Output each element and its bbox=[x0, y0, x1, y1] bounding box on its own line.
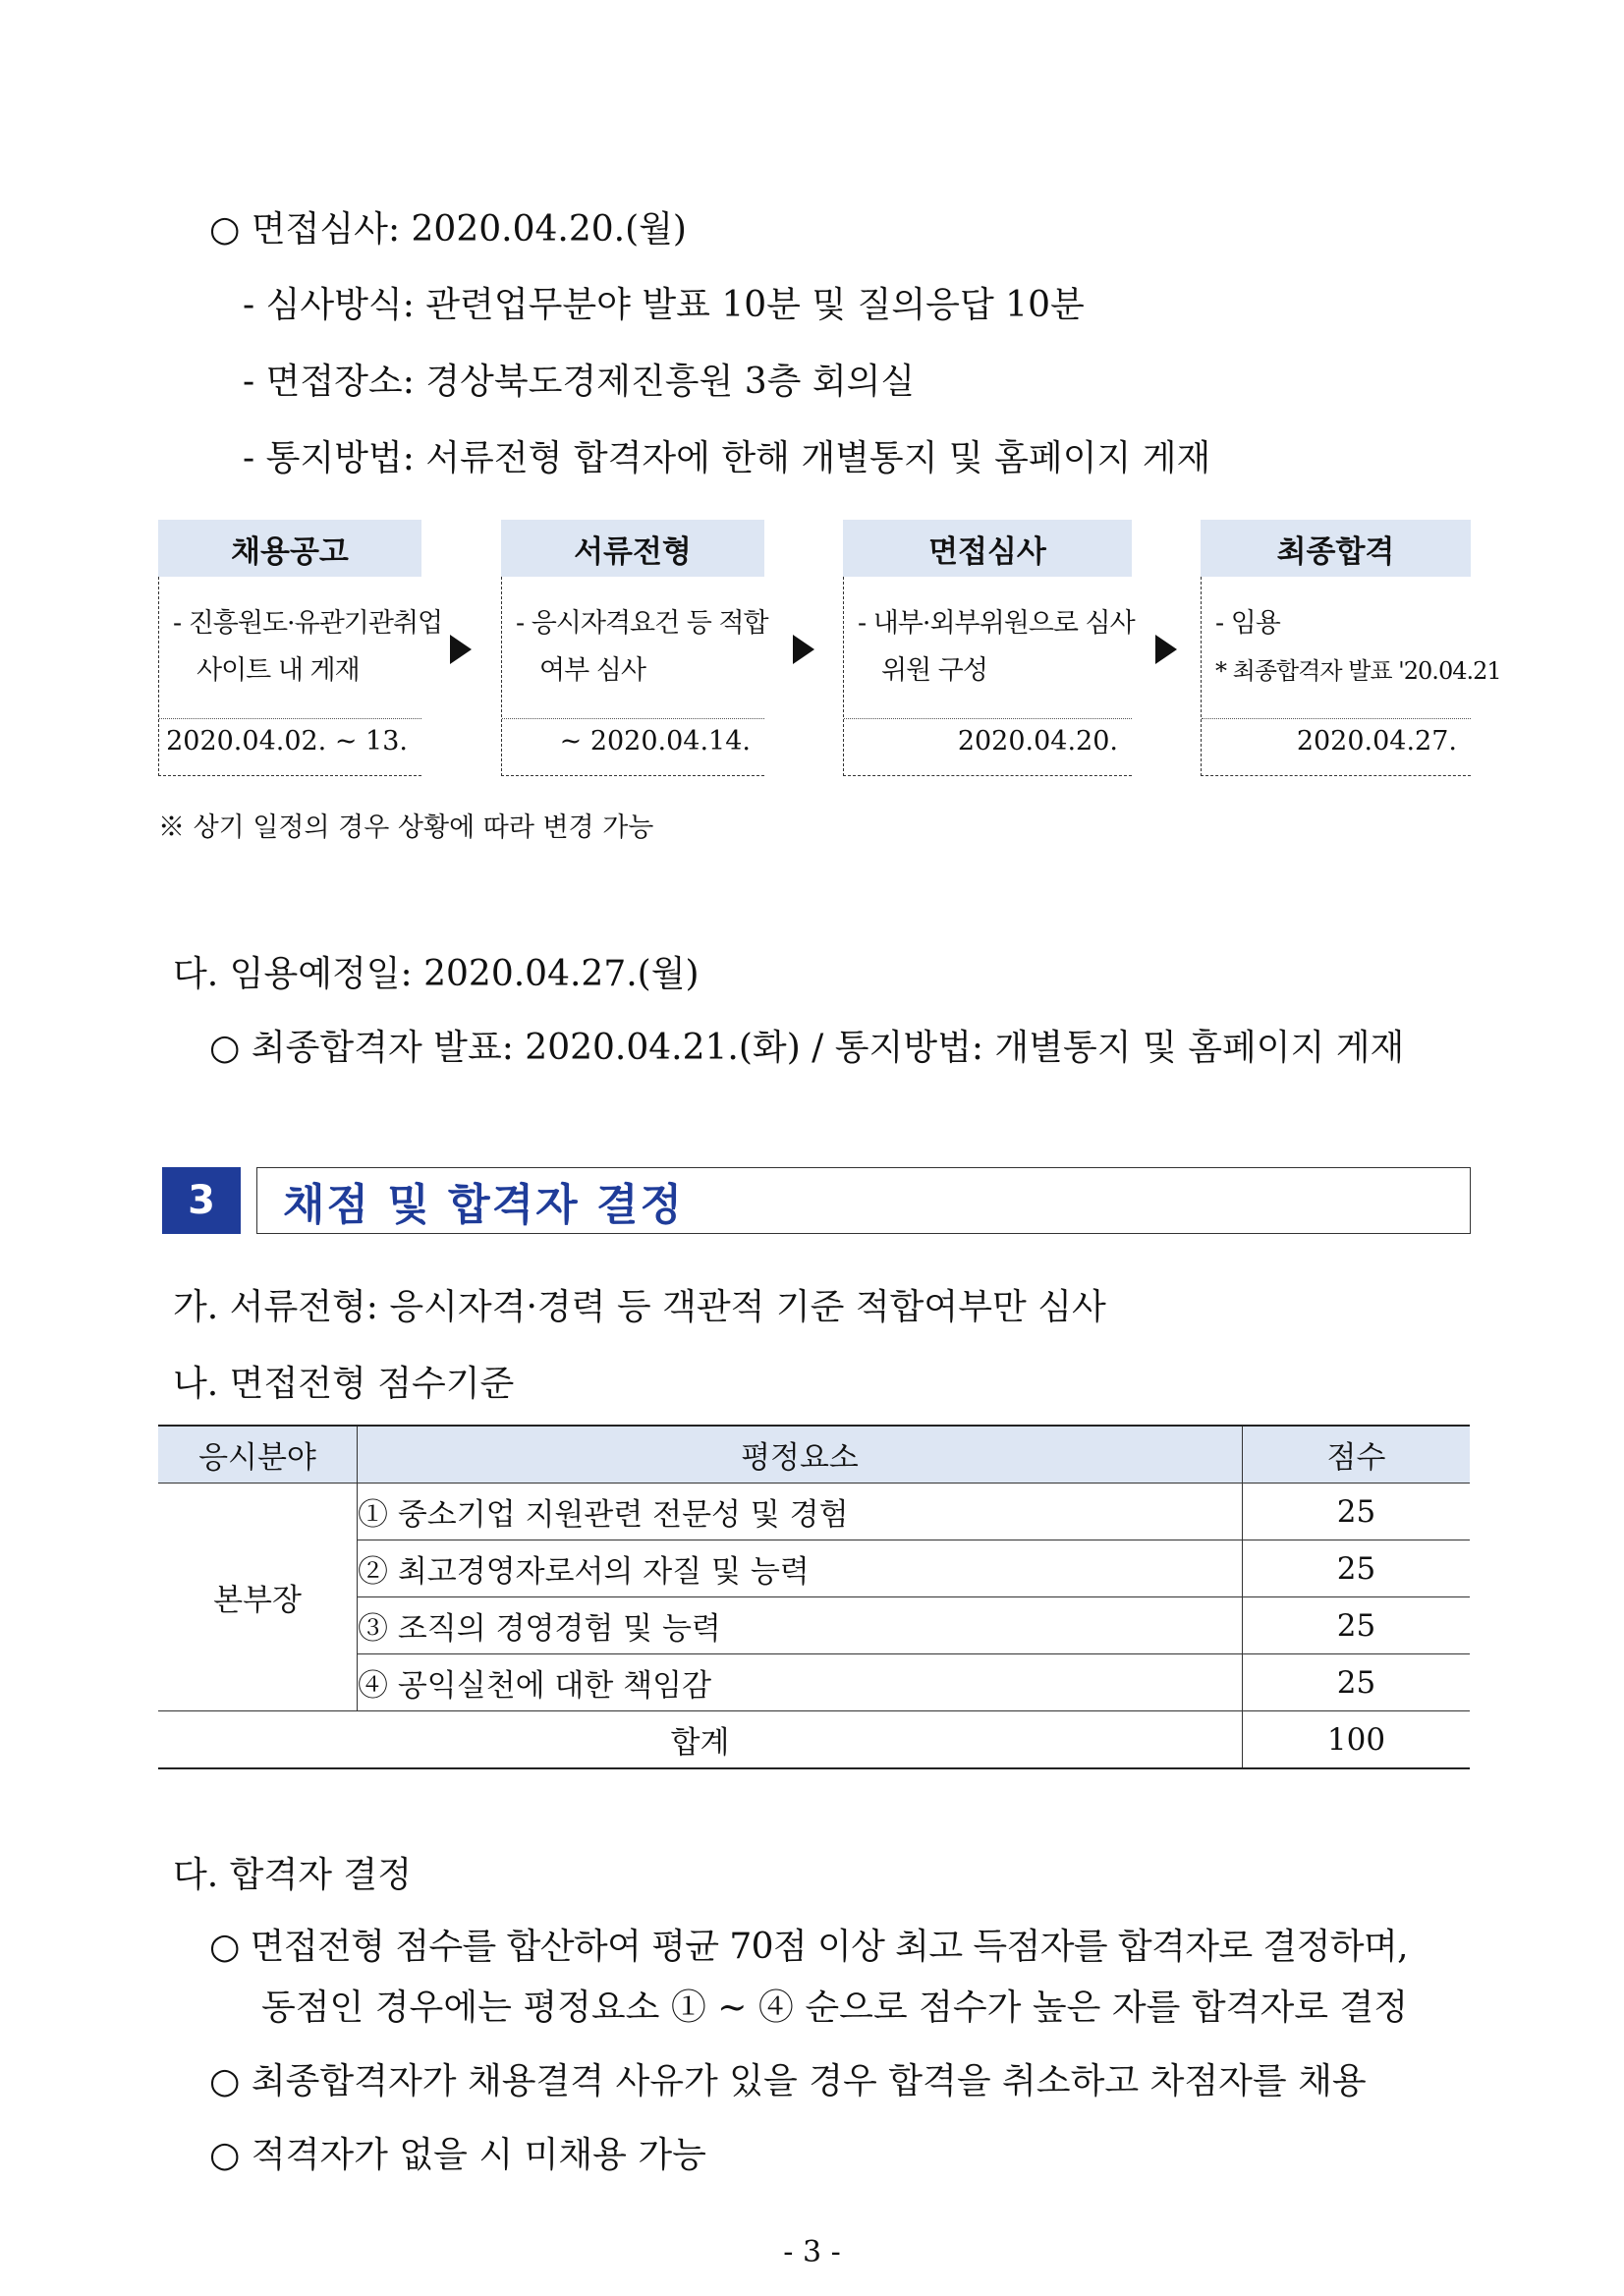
flow-step-body bbox=[158, 577, 443, 776]
section-number: 3 bbox=[162, 1167, 241, 1234]
interview-item-method: - 심사방식: 관련업무분야 발표 10분 및 질의응답 10분 bbox=[243, 285, 1085, 325]
flow-step-line: 사이트 내 게재 bbox=[196, 655, 360, 686]
flow-step-date: 2020.04.20. bbox=[957, 726, 1118, 756]
decision-heading: 다. 합격자 결정 bbox=[173, 1855, 412, 1895]
flow-step-line: - 응시자격요건 등 적합 bbox=[516, 608, 768, 639]
decision-item-1-line-1: ○ 면접전형 점수를 합산하여 평균 70점 이상 최고 득점자를 합격자로 결정하며, bbox=[209, 1927, 1408, 1967]
total-score: 100 bbox=[1243, 1711, 1471, 1769]
score-cell: 25 bbox=[1243, 1540, 1471, 1597]
decision-item-3: ○ 적격자가 없을 시 미채용 가능 bbox=[209, 2135, 706, 2175]
appointment-heading: 다. 임용예정일: 2020.04.27.(월) bbox=[173, 954, 700, 994]
flow-step-title: 면접심사 bbox=[843, 520, 1132, 577]
score-cell: 25 bbox=[1243, 1654, 1471, 1711]
interview-item-place: - 면접장소: 경상북도경제진흥원 3층 회의실 bbox=[243, 362, 916, 402]
interview-heading: ○ 면접심사: 2020.04.20.(월) bbox=[209, 209, 687, 250]
flow-step-line: - 임용 bbox=[1215, 608, 1280, 639]
flow-step-body bbox=[501, 577, 768, 776]
table-total-row bbox=[158, 1711, 1470, 1769]
element-cell: ④ 공익실천에 대한 책임감 bbox=[358, 1654, 1243, 1711]
flow-step-line: - 내부·외부위원으로 심사 bbox=[858, 608, 1135, 639]
arrow-right-icon bbox=[1155, 635, 1177, 664]
arrow-right-icon bbox=[793, 635, 814, 664]
appointment-item: ○ 최종합격자 발표: 2020.04.21.(화) / 통지방법: 개별통지 및 홈페이지 게재 bbox=[209, 1028, 1405, 1068]
table-row bbox=[158, 1484, 1470, 1540]
document-screening: 가. 서류전형: 응시자격·경력 등 객관적 기준 적합여부만 심사 bbox=[173, 1287, 1106, 1327]
total-label: 합계 bbox=[158, 1711, 1243, 1769]
table-header-row bbox=[158, 1426, 1470, 1484]
decision-item-2: ○ 최종합격자가 채용결격 사유가 있을 경우 합격을 취소하고 차점자를 채용 bbox=[209, 2061, 1367, 2101]
flow-step-date: ~ 2020.04.14. bbox=[559, 726, 751, 756]
section-title: 채점 및 합격자 결정 bbox=[256, 1167, 1471, 1234]
flow-step-desc bbox=[173, 600, 442, 695]
score-table bbox=[158, 1425, 1470, 1769]
flow-step-line: - 진흥원도·유관기관취업 bbox=[173, 608, 443, 639]
header-score: 점수 bbox=[1243, 1426, 1471, 1484]
flow-step-title: 서류전형 bbox=[501, 520, 764, 577]
score-cell: 25 bbox=[1243, 1597, 1471, 1654]
arrow-right-icon bbox=[450, 635, 472, 664]
page-number: - 3 - bbox=[783, 2235, 841, 2269]
flow-step-desc bbox=[858, 600, 1135, 695]
flow-step-desc bbox=[1215, 600, 1501, 695]
header-element: 평정요소 bbox=[358, 1426, 1243, 1484]
interview-criteria-heading: 나. 면접전형 점수기준 bbox=[173, 1364, 515, 1404]
flow-step-date: 2020.04.27. bbox=[1296, 726, 1457, 756]
flow-step-line: 여부 심사 bbox=[539, 655, 645, 686]
flow-step-body bbox=[843, 577, 1135, 776]
element-cell: ② 최고경영자로서의 자질 및 능력 bbox=[358, 1540, 1243, 1597]
decision-item-1-line-2: 동점인 경우에는 평정요소 ① ~ ④ 순으로 점수가 높은 자를 합격자로 결정 bbox=[261, 1988, 1408, 2028]
interview-item-notice: - 통지방법: 서류전형 합격자에 한해 개별통지 및 홈페이지 게재 bbox=[243, 438, 1211, 478]
flow-step-desc bbox=[516, 600, 768, 695]
element-cell: ③ 조직의 경영경험 및 능력 bbox=[358, 1597, 1243, 1654]
score-cell: 25 bbox=[1243, 1484, 1471, 1540]
flow-step-date: 2020.04.02. ~ 13. bbox=[166, 726, 408, 756]
field-cell: 본부장 bbox=[158, 1484, 358, 1711]
element-cell: ① 중소기업 지원관련 전문성 및 경험 bbox=[358, 1484, 1243, 1540]
flow-step-line: 위원 구성 bbox=[881, 655, 987, 686]
flow-step-line: * 최종합격자 발표 '20.04.21 bbox=[1215, 657, 1501, 685]
flow-step-body bbox=[1201, 577, 1501, 776]
flow-step-title: 최종합격 bbox=[1201, 520, 1471, 577]
flow-step-title: 채용공고 bbox=[158, 520, 421, 577]
flow-note: ※ 상기 일정의 경우 상황에 따라 변경 가능 bbox=[158, 812, 654, 843]
header-field: 응시분야 bbox=[158, 1426, 358, 1484]
